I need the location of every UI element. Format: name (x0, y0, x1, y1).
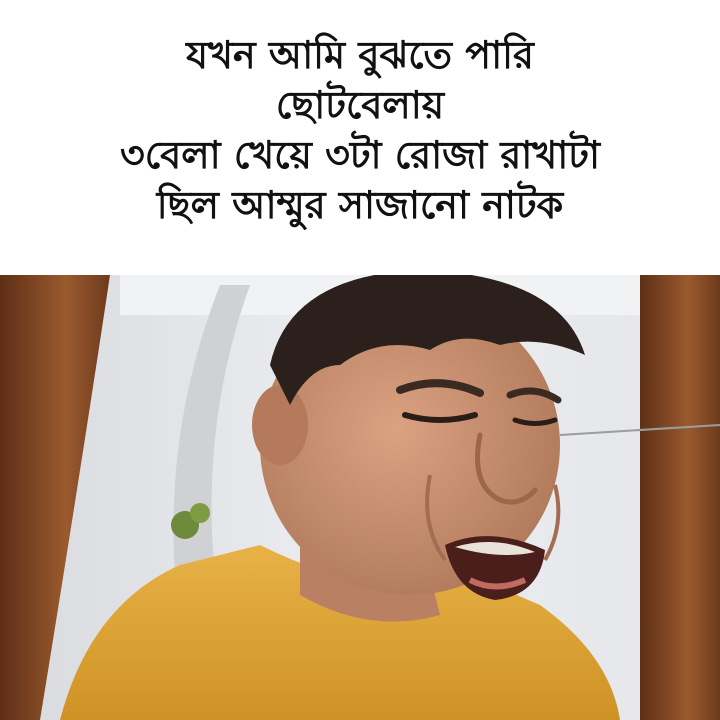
meme-photo (0, 275, 720, 720)
caption-line-4: ছিল আম্মুর সাজানো নাটক (156, 183, 564, 227)
caption-line-3: ৩বেলা খেয়ে ৩টা রোজা রাখাটা (120, 133, 600, 177)
meme-caption (0, 30, 720, 270)
crying-man-illustration (0, 275, 720, 720)
caption-line-2: ছোটবেলায় (275, 83, 445, 127)
door-frame-right (640, 275, 720, 720)
caption-line-1: যখন আমি বুঝতে পারি (186, 33, 534, 77)
